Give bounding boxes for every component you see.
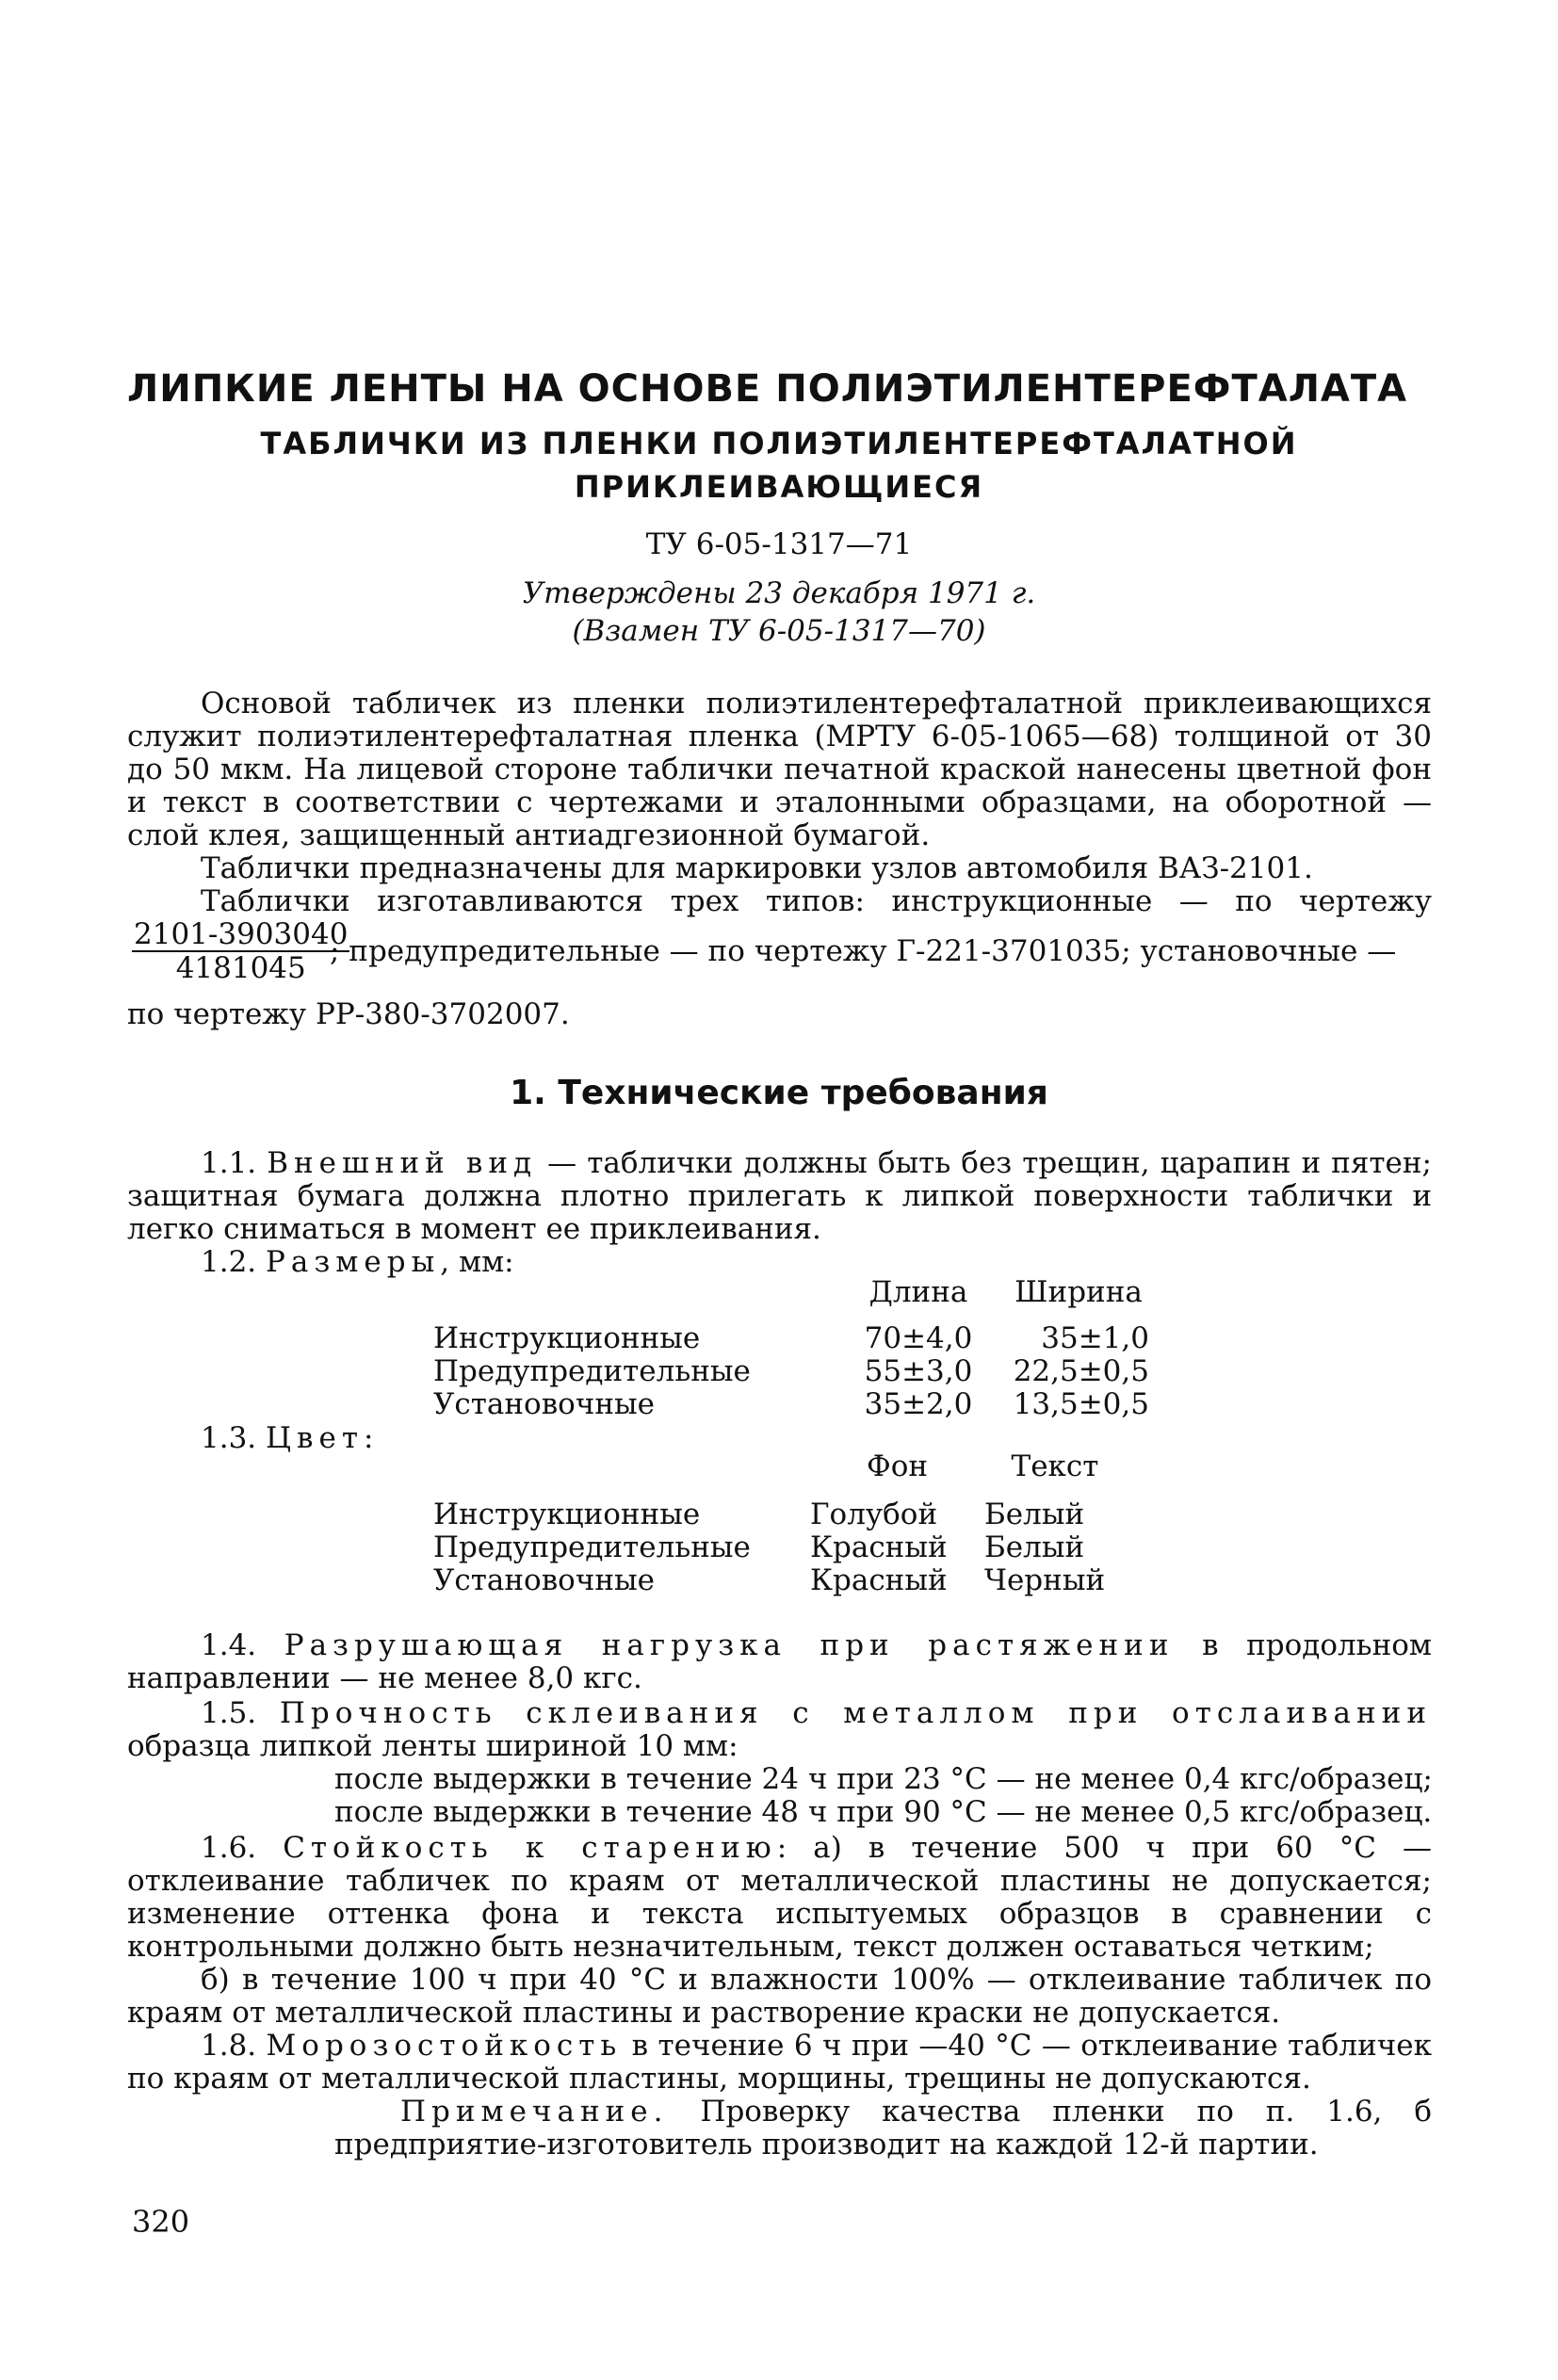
item-number: 1.2. xyxy=(201,1245,257,1279)
page-number: 320 xyxy=(132,2204,190,2240)
intro-paragraph-2: Таблички предназначены для маркировки узлов автомобиля ВАЗ-2101. xyxy=(201,851,1313,885)
background-color-value: Красный xyxy=(810,1530,948,1564)
replaces-spec: (Взамен ТУ 6-05-1317—70) xyxy=(572,614,986,648)
table-row xyxy=(433,1388,1149,1421)
requirement-1-5-line-1: после выдержки в течение 24 ч при 23 °С — не менее 0,4 кгс/образец; xyxy=(334,1762,1433,1796)
item-text: образца липкой ленты шириной 10 мм: xyxy=(127,1729,738,1763)
length-value: 70±4,0 xyxy=(864,1321,973,1355)
background-color-value: Красный xyxy=(810,1563,948,1597)
intro-paragraph-1: Основой табличек из пленки полиэтилентерефталатной приклеивающихся служит полиэтилентерефталатная пленка (МРТУ 6-05-1065—68) толщиной от 30 до 50 мкм. На лицевой стороне таблички печатной краской нанесены цветной фон и текст в соответствии с чертежами и эталонными образцами, на оборотной — слой клея, защищенный антиадгезионной бумагой. xyxy=(127,687,1432,852)
column-header: Ширина xyxy=(1014,1275,1143,1309)
section-heading: 1. Технические требования xyxy=(510,1074,1048,1112)
width-value: 13,5±0,5 xyxy=(1013,1387,1149,1421)
row-label: Предупредительные xyxy=(433,1530,751,1564)
table-header-row xyxy=(433,1450,1126,1483)
item-text: в течение 6 ч при —40 °С — отклеивание табличек по краям от металлической пластины, морщины, трещины не допускаются. xyxy=(127,2029,1432,2096)
document-subtitle-2: ПРИКЛЕИВАЮЩИЕСЯ xyxy=(574,469,984,505)
item-text: : а) в течение 500 ч при 60 °С — отклеивание табличек по краям от металлической пластины не допускается; изменение оттенка фона и текста испытуемых образцов в сравнении с контрольными должно быть незначительным, текст должен оставаться четким; xyxy=(127,1831,1432,1964)
sizes-table xyxy=(433,1276,1149,1421)
item-number: 1.8. xyxy=(201,2029,257,2063)
fraction-numerator: 2101-3903040 xyxy=(134,917,349,951)
length-value: 55±3,0 xyxy=(864,1354,973,1388)
item-tail: , мм: xyxy=(440,1245,514,1279)
row-label: Предупредительные xyxy=(433,1354,751,1388)
requirement-1-1 xyxy=(127,1147,1432,1246)
table-row xyxy=(433,1531,1126,1564)
column-header: Длина xyxy=(868,1275,968,1309)
row-label: Инструкционные xyxy=(433,1498,701,1531)
intro-paragraph-3a: Таблички изготавливаются трех типов: инструкционные — по чертежу xyxy=(201,884,1432,918)
length-value: 35±2,0 xyxy=(864,1387,973,1421)
width-value: 35±1,0 xyxy=(1041,1321,1149,1355)
row-label: Установочные xyxy=(433,1563,656,1597)
requirement-1-8 xyxy=(127,2030,1432,2096)
requirement-1-6-b: б) в течение 100 ч при 40 °С и влажности 100% — отклеивание табличек по краям от металлической пластины и растворение краски не допускается. xyxy=(127,1963,1432,2030)
item-number: 1.1. xyxy=(201,1146,257,1180)
item-text: — таблички должны быть без трещин, царапин и пятен; защитная бумага должна плотно прилегать к липкой поверхности таблички и легко сниматься в момент ее приклеивания. xyxy=(127,1146,1433,1246)
width-value: 22,5±0,5 xyxy=(1013,1354,1149,1388)
item-heading: Размеры xyxy=(266,1245,441,1279)
requirement-1-4 xyxy=(127,1629,1432,1695)
table-row xyxy=(433,1322,1149,1355)
row-label: Установочные xyxy=(433,1387,656,1421)
table-row xyxy=(433,1355,1149,1388)
item-heading: Внешний вид xyxy=(267,1146,538,1180)
item-heading: Разрушающая нагрузка при растяжении xyxy=(284,1628,1175,1662)
item-heading: Цвет xyxy=(266,1421,364,1455)
note-heading: Примечание. xyxy=(400,2095,669,2129)
note xyxy=(334,2096,1432,2161)
drawing-fraction xyxy=(132,918,349,984)
requirement-1-5 xyxy=(127,1697,1432,1763)
item-number: 1.6. xyxy=(201,1831,257,1865)
document-subtitle-1: ТАБЛИЧКИ ИЗ ПЛЕНКИ ПОЛИЭТИЛЕНТЕРЕФТАЛАТНОЙ xyxy=(260,426,1298,461)
background-color-value: Голубой xyxy=(810,1498,938,1531)
intro-paragraph-3b: ; предупредительные — по чертежу Г-221-3701035; установочные — xyxy=(330,934,1397,968)
requirement-1-6 xyxy=(127,1832,1432,1964)
item-number: 1.3. xyxy=(201,1421,257,1455)
item-number: 1.5. xyxy=(201,1696,257,1730)
column-header: Фон xyxy=(866,1449,929,1483)
intro-paragraph-3c: по чертежу РР-380-3702007. xyxy=(127,997,570,1031)
item-tail: : xyxy=(364,1421,374,1455)
colors-table xyxy=(433,1450,1126,1597)
approval-date: Утверждены 23 декабря 1971 г. xyxy=(522,576,1036,610)
table-row xyxy=(433,1498,1126,1531)
item-heading: Морозостойкость xyxy=(266,2029,623,2063)
item-number: 1.4. xyxy=(201,1628,257,1662)
requirement-1-2 xyxy=(201,1246,1505,1279)
text-color-value: Черный xyxy=(984,1563,1106,1597)
item-heading: Стойкость к старению xyxy=(283,1831,777,1865)
text-color-value: Белый xyxy=(984,1530,1085,1564)
table-row xyxy=(433,1564,1126,1597)
text-color-value: Белый xyxy=(984,1498,1085,1531)
item-heading: Прочность склеивания с металлом при отслаивании xyxy=(279,1696,1432,1730)
note-text: Проверку качества пленки по п. 1.6, б предприятие-изготовитель производит на каждой 12-й партии. xyxy=(334,2095,1432,2161)
column-header: Текст xyxy=(1011,1449,1099,1483)
spec-number: ТУ 6-05-1317—71 xyxy=(645,527,913,561)
fraction-denominator: 4181045 xyxy=(175,951,306,985)
document-title: ЛИПКИЕ ЛЕНТЫ НА ОСНОВЕ ПОЛИЭТИЛЕНТЕРЕФТАЛАТА xyxy=(127,367,1408,411)
row-label: Инструкционные xyxy=(433,1321,701,1355)
requirement-1-5-line-2: после выдержки в течение 48 ч при 90 °С — не менее 0,5 кгс/образец. xyxy=(334,1795,1433,1829)
table-header-row xyxy=(433,1276,1149,1309)
item-text: в продольном направлении — не менее 8,0 кгс. xyxy=(127,1628,1433,1695)
